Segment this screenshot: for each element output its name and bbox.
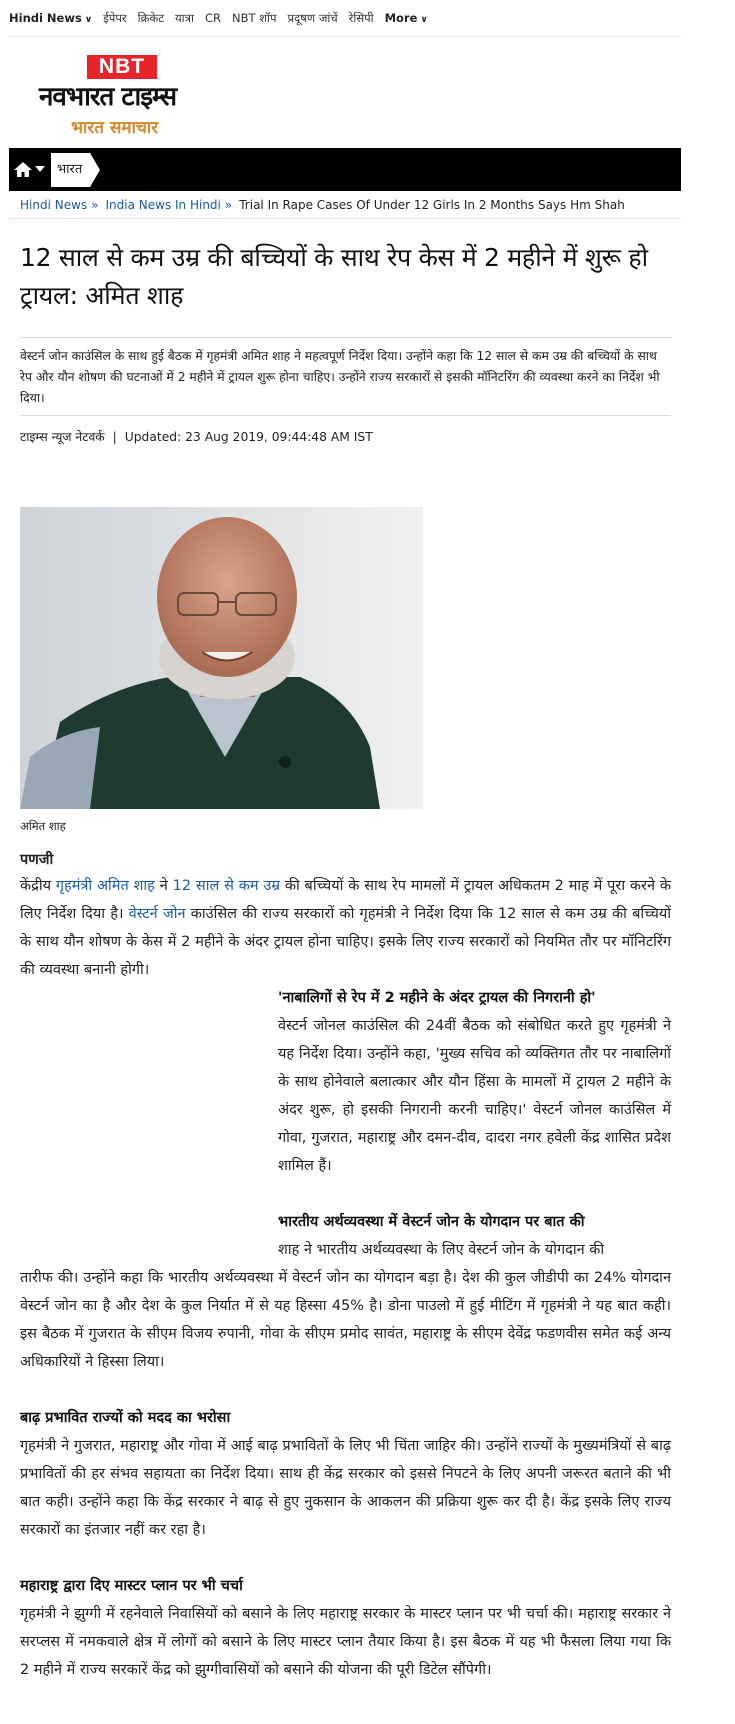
paragraph: गृहमंत्री ने गुजरात, महाराष्ट्र और गोवा में आई बाढ़ प्रभावितों के लिए भी चिंता जाहिर की। उन्होंने राज्यों के मुख्यमंत्रियों से बाढ़ प्रभावितों की हर संभव सहायता का निर्देश दिया। साथ ही केंद्र सरकार को इससे निपटने के लिए अपनी जरूरत बताने की भी बात कही। उन्होंने कहा कि केंद्र सरकार ने बाढ़ से हुए नुकसान के आकलन की प्रक्रिया शुरू कर दी है। केंद्र इसके लिए राज्य सरकारों का इंतजार नहीं कर रहा है। bbox=[20, 1438, 671, 1538]
chevron-down-icon: ∨ bbox=[420, 15, 428, 25]
link-under-12[interactable]: 12 साल से कम उम्र bbox=[172, 878, 280, 894]
subheading: भारतीय अर्थव्यवस्था में वेस्टर्न जोन के योगदान पर बात की bbox=[278, 1214, 585, 1230]
paragraph: तारीफ की। उन्होंने कहा कि भारतीय अर्थव्यवस्था में वेस्टर्न जोन का योगदान बड़ा है। देश की कुल जीडीपी का 24% योगदान वेस्टर्न जोन का है और देश के कुल निर्यात में से यह हिस्सा 45% है। डोना पाउलो में हुई मीटिंग में गृहमंत्री ने यह बात कही। इस बैठक में गुजरात के सीएम विजय रुपानी, गोवा के सीएम प्रमोद सावंत, महाराष्ट्र के सीएम देवेंद्र फडणवीस समेत कई अन्य अधिकारियों ने हिस्सा लिया। bbox=[20, 1270, 671, 1370]
paragraph-lead: शाह ने भारतीय अर्थव्यवस्था के लिए वेस्टर्न जोन के योगदान की bbox=[278, 1242, 605, 1258]
spacer bbox=[20, 1376, 671, 1404]
breadcrumb-separator: » bbox=[91, 197, 99, 212]
nav-cricket[interactable]: क्रिकेट bbox=[137, 10, 165, 25]
link-western-zone[interactable]: वेस्टर्न जोन bbox=[128, 906, 186, 922]
home-icon bbox=[13, 161, 33, 178]
breadcrumb bbox=[9, 191, 681, 219]
nav-nbt-shop[interactable]: NBT शॉप bbox=[232, 10, 277, 25]
subheading: 'नाबालिगों से रेप में 2 महीने के अंदर ट्रायल की निगरानी हो' bbox=[278, 990, 596, 1006]
nbt-badge: NBT bbox=[87, 55, 157, 79]
breadcrumb-hindi-news[interactable]: Hindi News bbox=[20, 197, 88, 212]
page bbox=[9, 0, 681, 1684]
subheading: बाढ़ प्रभावित राज्यों को मदद का भरोसा bbox=[20, 1410, 231, 1426]
section-menu-bar bbox=[9, 148, 681, 191]
tab-bharat[interactable]: भारत bbox=[51, 153, 90, 187]
breadcrumb-india-news[interactable]: India News In Hindi bbox=[105, 197, 221, 212]
nav-epaper[interactable]: ईपेपर bbox=[103, 10, 127, 25]
portrait-image bbox=[20, 507, 423, 809]
spacer bbox=[20, 1180, 671, 1208]
spacer bbox=[20, 1544, 671, 1572]
byline bbox=[20, 428, 671, 445]
text-run: केंद्रीय bbox=[20, 878, 56, 894]
home-menu-button[interactable] bbox=[9, 148, 49, 191]
paragraph: वेस्टर्न जोनल काउंसिल की 24वीं बैठक को संबोधित करते हुए गृहमंत्री ने यह निर्देश दिया। उन्होंने कहा, 'मुख्य सचिव को व्यक्तिगत तौर पर नाबालिगों के साथ होनेवाले बलात्कार और यौन हिंसा के मामलों में ट्रायल 2 महीने के अंदर शुरू, हो इसकी निगरानी करनी चाहिए।' वेस्टर्न जोनल काउंसिल में गोवा, गुजरात, महाराष्ट्र और दमन-दीव, दादरा नगर हवेली केंद्र शासित प्रदेश शामिल हैं। bbox=[278, 1018, 671, 1174]
site-title: नवभारत टाइम्स bbox=[39, 82, 177, 112]
photo-caption: अमित शाह bbox=[20, 819, 66, 833]
nav-travel[interactable]: यात्रा bbox=[175, 10, 194, 25]
nav-recipe[interactable]: रेसिपी bbox=[348, 10, 374, 25]
top-nav bbox=[9, 0, 681, 37]
byline-separator: | bbox=[112, 430, 117, 444]
section-trial-monitoring bbox=[278, 984, 671, 1180]
article-body bbox=[20, 848, 671, 1684]
link-home-minister-amit-shah[interactable]: गृहमंत्री अमित शाह bbox=[55, 878, 155, 894]
text-run: काउंसिल की राज्य सरकारों को गृहमंत्री ने निर्देश दिया कि 12 साल से कम उम्र की बच्चियों के साथ यौन शोषण के केस में 2 महीने के अंदर ट्रायल होना चाहिए। इसके लिए राज्य सरकारों को नियमित तौर पर मॉनिटरिंग की व्यवस्था बनानी होगी। bbox=[20, 906, 671, 978]
byline-source[interactable]: टाइम्स न्यूज नेटवर्क bbox=[20, 430, 105, 444]
paragraph: गृहमंत्री ने झुग्गी में रहनेवाले निवासियों को बसाने के लिए महाराष्ट्र सरकार के मास्टर प्लान पर भी चर्चा की। महाराष्ट्र सरकार ने सरप्लस में नमकवाले क्षेत्र में लोगों को बसाने के लिए मास्टर प्लान तैयार किया है। इस बैठक में यह भी फैसला लिया गया कि 2 महीने में राज्य सरकारें केंद्र को झुग्गीवासियों को बसाने की योजना की पूरी डिटेल सौंपेगी। bbox=[20, 1606, 671, 1678]
site-logo[interactable] bbox=[39, 55, 214, 137]
caret-down-icon bbox=[35, 166, 45, 173]
masthead bbox=[9, 37, 681, 148]
subheading: महाराष्ट्र द्वारा दिए मास्टर प्लान पर भी चर्चा bbox=[20, 1578, 243, 1594]
article-headline: 12 साल से कम उम्र की बच्चियों के साथ रेप केस में 2 महीने में शुरू हो ट्रायल: अमित शाह bbox=[20, 243, 648, 310]
nav-more[interactable]: More ∨ bbox=[384, 11, 428, 25]
nav-hindi-news[interactable]: Hindi News ∨ bbox=[9, 11, 93, 25]
byline-updated: Updated: 23 Aug 2019, 09:44:48 AM IST bbox=[124, 430, 373, 444]
article bbox=[9, 239, 681, 1684]
text-run: ने bbox=[154, 878, 173, 894]
article-summary: वेस्टर्न जोन काउंसिल के साथ हुई बैठक में गृहमंत्री अमित शाह ने महत्वपूर्ण निर्देश दिया। उन्होंने कहा कि 12 साल से कम उम्र की बच्चियों के साथ रेप और यौन शोषण की घटनाओं में 2 महीने में ट्रायल शुरू होना चाहिए। उन्होंने राज्य सरकारों से इसकी मॉनिटरिंग की व्यवस्था करने का निर्देश भी दिया। bbox=[20, 337, 671, 416]
paragraph-intro bbox=[20, 872, 671, 984]
breadcrumb-current: Trial In Rape Cases Of Under 12 Girls In 2 Months Says Hm Shah bbox=[239, 197, 625, 212]
section-title: भारत समाचार bbox=[71, 118, 159, 138]
dateline: पणजी bbox=[20, 852, 54, 868]
article-photo[interactable] bbox=[20, 507, 423, 809]
nav-pollution-check[interactable]: प्रदूषण जांचें bbox=[287, 10, 338, 25]
breadcrumb-separator: » bbox=[224, 197, 233, 212]
nav-cr[interactable]: CR bbox=[205, 11, 222, 25]
text-run: की बच्चियों के साथ रेप मामलों में ट्रायल अधिकतम 2 माह में पूरा करने के लिए निर्देश दिया है। bbox=[20, 878, 671, 922]
chevron-down-icon: ∨ bbox=[84, 15, 93, 25]
